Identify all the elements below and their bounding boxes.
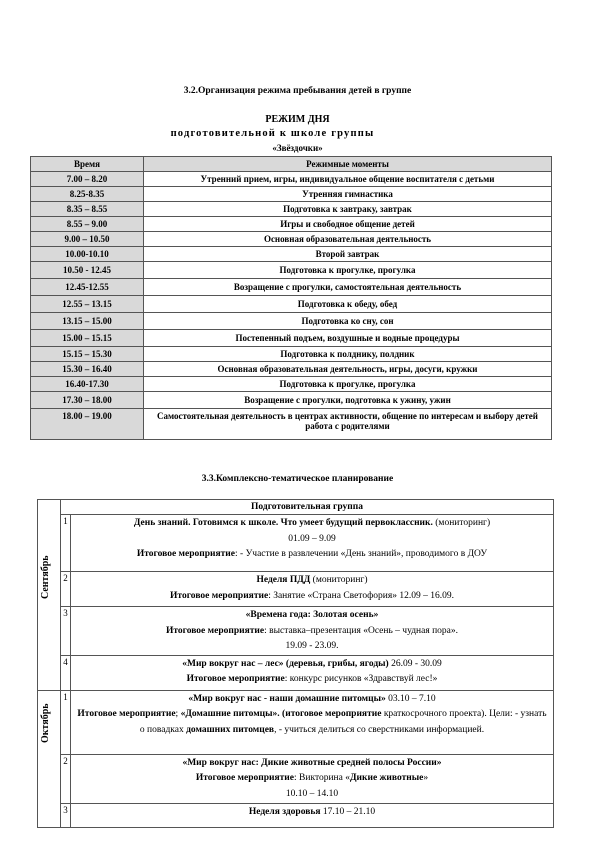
time-cell: 18.00 – 19.00 bbox=[31, 409, 144, 440]
time-cell: 9.00 – 10.50 bbox=[31, 232, 144, 247]
time-cell: 8.35 – 8.55 bbox=[31, 202, 144, 217]
week-number: 3 bbox=[61, 607, 71, 656]
final-event-text: : конкурс рисунков «Здравствуй лес!» bbox=[284, 674, 438, 684]
activity-cell: Подготовка к прогулке, прогулка bbox=[144, 262, 552, 279]
thematic-planning-table bbox=[37, 499, 554, 828]
table-row bbox=[31, 262, 552, 279]
table-row bbox=[38, 754, 554, 803]
table-row bbox=[31, 330, 552, 347]
time-cell: 12.45-12.55 bbox=[31, 279, 144, 296]
theme-note: (мониторинг) bbox=[432, 518, 491, 528]
final-event-text: краткосрочного проекта). Цели: - узнать о повадках bbox=[139, 709, 547, 735]
table-row bbox=[31, 347, 552, 362]
time-cell: 8.25-8.35 bbox=[31, 187, 144, 202]
final-event-label: Итоговое мероприятие bbox=[165, 625, 265, 636]
table-row bbox=[38, 690, 554, 754]
month-cell-october bbox=[38, 690, 61, 827]
time-cell: 8.55 – 9.00 bbox=[31, 217, 144, 232]
activity-cell: Возращение с прогулки, подготовка к ужину, ужин bbox=[144, 392, 552, 409]
table-row bbox=[31, 217, 552, 232]
final-event-text: ; bbox=[175, 709, 181, 719]
table-row bbox=[38, 803, 554, 827]
week-number: 3 bbox=[61, 803, 71, 827]
theme-cell bbox=[71, 607, 554, 656]
final-event-label: Итоговое мероприятие bbox=[136, 549, 236, 559]
final-event-text: : - Участие в развлечении «День знаний», проводимого в ДОУ bbox=[235, 549, 488, 559]
activity-cell: Утренний прием, игры, индивидуальное общение воспитателя с детьми bbox=[144, 172, 552, 187]
table-row bbox=[38, 572, 554, 607]
theme-note: (мониторинг) bbox=[310, 575, 368, 585]
table-row bbox=[31, 362, 552, 377]
daily-schedule-table bbox=[30, 156, 552, 440]
activity-cell: Второй завтрак bbox=[144, 247, 552, 262]
theme-dates: 26.09 - 30.09 bbox=[388, 658, 442, 669]
final-event-label: Итоговое мероприятие bbox=[195, 773, 295, 783]
activity-cell: Подготовка ко сну, сон bbox=[144, 313, 552, 330]
theme-cell bbox=[71, 572, 554, 607]
time-cell: 13.15 – 15.00 bbox=[31, 313, 144, 330]
time-cell: 15.30 – 16.40 bbox=[31, 362, 144, 377]
table-row bbox=[31, 232, 552, 247]
week-number: 1 bbox=[61, 690, 71, 754]
time-cell: 15.15 – 15.30 bbox=[31, 347, 144, 362]
time-cell: 17.30 – 18.00 bbox=[31, 392, 144, 409]
theme-dates: 01.09 – 9.09 bbox=[288, 533, 336, 544]
table-row bbox=[31, 296, 552, 313]
week-number: 1 bbox=[61, 515, 71, 572]
activity-cell: Подготовка к прогулке, прогулка bbox=[144, 377, 552, 392]
table-row bbox=[31, 172, 552, 187]
activity-cell: Подготовка к обеду, обед bbox=[144, 296, 552, 313]
final-event-text: » bbox=[423, 773, 429, 783]
final-event-text: : выставка–презентация «Осень – чудная пора». bbox=[264, 625, 459, 636]
table-row bbox=[31, 313, 552, 330]
theme-cell bbox=[71, 754, 554, 803]
activity-cell: Подготовка к завтраку, завтрак bbox=[144, 202, 552, 217]
activity-cell: Основная образовательная деятельность, игры, досуги, кружки bbox=[144, 362, 552, 377]
table-row bbox=[31, 377, 552, 392]
theme-title: День знаний. Готовимся к школе. Что умеет будущий первоклассник. bbox=[133, 518, 433, 528]
final-event-emphasis: домашних питомцев bbox=[186, 724, 275, 735]
table-row bbox=[31, 202, 552, 217]
table-row bbox=[38, 655, 554, 690]
month-cell-september bbox=[38, 515, 61, 691]
col-header-moments: Режимные моменты bbox=[144, 157, 552, 172]
final-event-text: : Занятие «Страна Светофория» 12.09 – 16.09. bbox=[268, 590, 454, 601]
activity-cell: Возращение с прогулки, самостоятельная деятельность bbox=[144, 279, 552, 296]
theme-dates: 19.09 - 23.09. bbox=[285, 641, 339, 651]
activity-cell: Основная образовательная деятельность bbox=[144, 232, 552, 247]
time-cell: 10.00-10.10 bbox=[31, 247, 144, 262]
theme-title: «Мир вокруг нас - наши домашние питомцы» bbox=[188, 693, 386, 704]
table-row bbox=[31, 279, 552, 296]
table-row bbox=[31, 409, 552, 440]
regime-subtitle: подготовительной к школе группы bbox=[170, 128, 375, 139]
activity-cell: Утренняя гимнастика bbox=[144, 187, 552, 202]
theme-dates: 10.10 – 14.10 bbox=[285, 788, 339, 799]
week-number: 2 bbox=[61, 754, 71, 803]
table-row bbox=[31, 187, 552, 202]
section-title-planning: 3.3.Комплексно-тематическое планирование bbox=[201, 474, 394, 484]
regime-title: РЕЖИМ ДНЯ bbox=[265, 114, 330, 125]
final-event-text: : Викторина « bbox=[294, 773, 350, 783]
month-label-september: Сентябрь bbox=[40, 554, 51, 599]
theme-dates: 17.10 – 21.10 bbox=[320, 806, 376, 817]
week-number: 4 bbox=[61, 655, 71, 690]
theme-title: Неделя здоровья bbox=[248, 806, 321, 817]
final-event-label: Итоговое мероприятие bbox=[170, 590, 269, 601]
theme-cell bbox=[71, 515, 554, 572]
theme-title: «Времена года: Золотая осень» bbox=[245, 610, 379, 620]
week-number: 2 bbox=[61, 572, 71, 607]
time-cell: 7.00 – 8.20 bbox=[31, 172, 144, 187]
col-header-time: Время bbox=[31, 157, 144, 172]
activity-cell: Подготовка к полднику, полдник bbox=[144, 347, 552, 362]
time-cell: 12.55 – 13.15 bbox=[31, 296, 144, 313]
theme-title: Неделя ПДД bbox=[256, 575, 311, 585]
theme-dates: 03.10 – 7.10 bbox=[385, 693, 436, 704]
regime-group-name: «Звёздочки» bbox=[272, 143, 323, 153]
final-event-label: Итоговое мероприятие bbox=[186, 674, 285, 684]
theme-cell bbox=[71, 690, 554, 754]
group-header: Подготовительная группа bbox=[61, 500, 554, 515]
time-cell: 16.40-17.30 bbox=[31, 377, 144, 392]
time-cell: 15.00 – 15.15 bbox=[31, 330, 144, 347]
table-header-row bbox=[38, 500, 554, 515]
time-cell: 10.50 - 12.45 bbox=[31, 262, 144, 279]
theme-cell bbox=[71, 655, 554, 690]
final-event-emphasis: Дикие животные bbox=[349, 773, 424, 783]
theme-title: «Мир вокруг нас: Дикие животные средней полосы России» bbox=[182, 757, 442, 768]
month-label-october: Октябрь bbox=[40, 702, 51, 743]
theme-cell bbox=[71, 803, 554, 827]
table-row bbox=[38, 607, 554, 656]
table-row bbox=[38, 515, 554, 572]
theme-title: «Мир вокруг нас – лес» (деревья, грибы, ягоды) bbox=[182, 658, 389, 669]
activity-cell: Постепенный подъем, воздушные и водные процедуры bbox=[144, 330, 552, 347]
table-row bbox=[31, 392, 552, 409]
activity-cell: Самостоятельная деятельность в центрах активности, общение по интересам и выбору детей работа с родителями bbox=[144, 409, 552, 440]
final-event-text: , - учиться делиться со сверстниками информацией. bbox=[274, 724, 485, 735]
section-title-regime: 3.2.Организация режима пребывания детей в группе bbox=[183, 86, 412, 96]
activity-cell: Игры и свободное общение детей bbox=[144, 217, 552, 232]
table-row bbox=[31, 247, 552, 262]
final-event-label: Итоговое мероприятие bbox=[77, 709, 176, 719]
final-event-project-title: «Домашние питомцы». (итоговое мероприятие bbox=[180, 709, 382, 719]
